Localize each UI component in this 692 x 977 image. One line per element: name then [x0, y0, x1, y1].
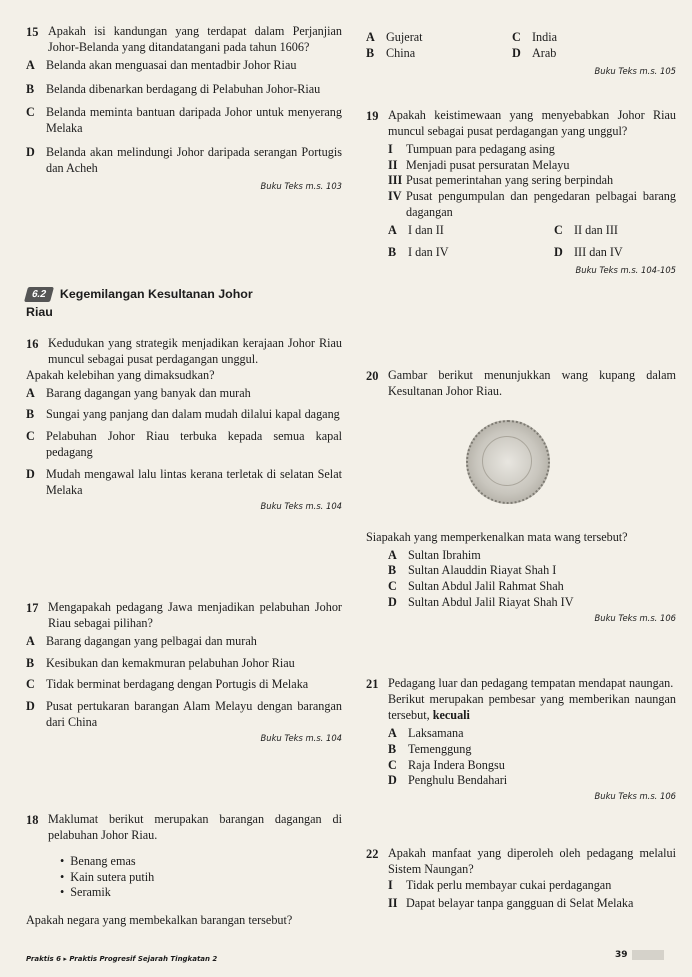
question-text: Mengapakah pedagang Jawa menjadikan pelabuhan Johor Riau sebagai pilihan? — [48, 600, 342, 630]
option-text: Laksamana — [408, 725, 464, 740]
option-text: Barang dagangan yang banyak dan murah — [46, 385, 251, 400]
option-c[interactable] — [512, 30, 632, 46]
textbook-reference: Buku Teks m.s. 106 — [594, 791, 676, 802]
option-text: Sultan Ibrahim — [408, 547, 481, 562]
statement-text: Dapat belayar tanpa gangguan di Selat Melaka — [406, 895, 634, 910]
kupang-coin-image — [466, 420, 550, 504]
question-prompt: Apakah negara yang membekalkan barangan tersebut? — [26, 913, 293, 928]
list-item: • Seramik — [60, 885, 342, 901]
option-letter: D — [26, 145, 35, 160]
statement-numeral: I — [388, 141, 393, 156]
option-b[interactable] — [26, 407, 342, 423]
option-d[interactable] — [26, 699, 342, 731]
option-text: Raja Indera Bongsu — [408, 757, 505, 772]
question-text: Apakah keistimewaan yang menyebabkan Johor Riau muncul sebagai pusat perdagangan yang unggul? — [388, 108, 676, 138]
option-text: Pusat pertukaran barangan Alam Melayu dengan barangan dari China — [46, 699, 342, 730]
option-text: Belanda akan melindungi Johor daripada serangan Portugis dan Acheh — [46, 145, 342, 176]
statement-numeral: III — [388, 173, 403, 188]
question-text: Apakah isi kandungan yang terdapat dalam Perjanjian Johor-Belanda yang ditandatangani pada tahun 1606? — [48, 24, 342, 54]
option-letter: A — [366, 30, 375, 44]
question-19 — [366, 108, 676, 276]
question-18 — [26, 812, 342, 929]
option-letter: C — [554, 223, 563, 238]
statement-text: Tumpuan para pedagang asing — [406, 141, 555, 156]
textbook-reference: Buku Teks m.s. 104 — [260, 733, 342, 744]
option-c[interactable] — [388, 579, 676, 595]
option-text: Sultan Abdul Jalil Riayat Shah IV — [408, 595, 574, 610]
option-a[interactable] — [388, 726, 676, 742]
option-text: Penghulu Bendahari — [408, 773, 508, 788]
option-a[interactable] — [26, 58, 342, 74]
page-number-bar — [632, 950, 664, 960]
option-b[interactable] — [26, 82, 342, 98]
option-text: Temenggung — [408, 741, 472, 756]
option-letter: B — [26, 655, 35, 670]
statement-text: Pusat pemerintahan yang sering berpindah — [406, 173, 614, 188]
statement-numeral: I — [388, 877, 393, 892]
option-text: Pelabuhan Johor Riau terbuka kepada semua kapal pedagang — [46, 429, 342, 460]
question-number: 18 — [26, 813, 39, 827]
statement-numeral: II — [388, 895, 398, 910]
option-letter: C — [512, 30, 521, 44]
option-letter: C — [388, 579, 397, 594]
textbook-reference: Buku Teks m.s. 104-105 — [575, 264, 676, 275]
option-d[interactable] — [512, 46, 632, 62]
option-letter: D — [388, 595, 397, 610]
option-b[interactable] — [388, 742, 676, 758]
statement-text: Menjadi pusat persuratan Melayu — [406, 157, 570, 172]
option-letter: B — [26, 81, 35, 96]
option-letter: A — [26, 633, 35, 648]
option-letter: B — [388, 244, 397, 259]
question-prompt — [388, 692, 676, 724]
option-text: III dan IV — [574, 244, 623, 259]
question-number: 17 — [26, 601, 39, 615]
option-text: Tidak berminat berdagang dengan Portugis di Melaka — [46, 677, 309, 692]
statement-1 — [388, 142, 676, 158]
option-letter: C — [26, 677, 35, 692]
question-number: 19 — [366, 109, 379, 123]
section-badge: 6.2 — [24, 287, 54, 302]
option-text: I dan II — [408, 223, 444, 238]
option-a[interactable] — [388, 548, 676, 564]
option-letter: B — [388, 741, 397, 756]
textbook-reference: Buku Teks m.s. 105 — [594, 65, 676, 76]
statement-text: Pusat pengumpulan dan pengedaran pelbagai barang dagangan — [406, 189, 676, 220]
textbook-reference: Buku Teks m.s. 103 — [260, 180, 342, 191]
option-text: Belanda dibenarkan berdagang di Pelabuhan Johor-Riau — [46, 81, 321, 96]
question-18-options — [366, 30, 676, 77]
question-text: Pedagang luar dan pedagang tempatan mendapat naungan. — [388, 676, 674, 690]
option-text: Belanda meminta bantuan daripada Johor untuk menyerang Melaka — [46, 105, 342, 136]
option-letter: D — [388, 773, 397, 788]
statement-text: Tidak perlu membayar cukai perdagangan — [406, 877, 612, 892]
option-letter: C — [26, 429, 35, 444]
question-number: 22 — [366, 847, 379, 861]
emphasis-kecuali: kecuali — [432, 707, 470, 722]
question-text: Kedudukan yang strategik menjadikan kerajaan Johor Riau muncul sebagai pusat perdagangan unggul. — [48, 336, 342, 366]
option-text: Arab — [532, 45, 557, 60]
option-d[interactable] — [26, 145, 342, 177]
question-number: 15 — [26, 25, 39, 39]
option-d[interactable] — [554, 245, 674, 261]
option-letter: A — [388, 547, 397, 562]
option-text: Sungai yang panjang dan dalam mudah dilalui kapal dagang — [46, 407, 340, 422]
question-number: 21 — [366, 677, 379, 691]
option-letter: B — [388, 563, 397, 578]
option-letter: B — [26, 407, 35, 422]
option-letter: A — [388, 725, 397, 740]
option-letter: C — [388, 757, 397, 772]
option-letter: C — [26, 105, 35, 120]
question-20 — [366, 368, 676, 624]
option-a[interactable] — [26, 386, 342, 402]
footer-book-title: Praktis 6 ▸ Praktis Progresif Sejarah Tingkatan 2 — [26, 955, 218, 963]
option-text: India — [532, 30, 558, 44]
option-letter: D — [26, 467, 35, 482]
option-a[interactable] — [388, 223, 528, 239]
question-text: Apakah manfaat yang diperoleh oleh pedagang melalui Sistem Naungan? — [388, 846, 676, 876]
question-22 — [366, 846, 676, 911]
option-text: Mudah mengawal lalu lintas kerana terletak di selatan Selat Melaka — [46, 467, 342, 497]
section-title: Kegemilangan Kesultanan Johor — [59, 287, 253, 301]
option-c[interactable] — [26, 429, 342, 461]
option-text: Gujerat — [386, 30, 423, 44]
option-letter: B — [366, 45, 375, 60]
textbook-reference: Buku Teks m.s. 104 — [260, 500, 342, 511]
textbook-reference: Buku Teks m.s. 106 — [594, 613, 676, 624]
option-letter: D — [512, 45, 521, 60]
statement-3 — [388, 173, 676, 189]
option-c[interactable] — [26, 105, 342, 137]
option-letter: A — [26, 57, 35, 72]
question-16 — [26, 336, 342, 512]
option-c[interactable] — [554, 223, 674, 239]
option-letter: A — [388, 223, 397, 238]
option-d[interactable] — [388, 773, 676, 789]
page-number: 39 — [615, 950, 628, 960]
option-text: Kesibukan dan kemakmuran pelabuhan Johor Riau — [46, 655, 295, 670]
option-d[interactable] — [26, 467, 342, 499]
option-b[interactable] — [388, 563, 676, 579]
list-item: • Kain sutera putih — [60, 870, 342, 886]
option-text: China — [386, 45, 416, 60]
question-number: 16 — [26, 337, 39, 351]
statement-2 — [388, 158, 676, 174]
section-heading — [26, 286, 342, 320]
question-17 — [26, 600, 342, 744]
statement-4 — [388, 189, 676, 221]
section-title-line2: Riau — [26, 305, 53, 320]
statement-1 — [388, 878, 676, 894]
option-b[interactable] — [366, 46, 486, 62]
question-prompt: Apakah kelebihan yang dimaksudkan? — [26, 367, 215, 382]
option-text: Barang dagangan yang pelbagai dan murah — [46, 633, 257, 648]
option-letter: A — [26, 385, 35, 400]
statement-2 — [388, 896, 676, 912]
question-text: Maklumat berikut merupakan barangan dagangan di pelabuhan Johor Riau. — [48, 812, 342, 842]
option-b[interactable] — [26, 656, 342, 672]
option-b[interactable] — [388, 245, 528, 261]
statement-numeral: IV — [388, 189, 402, 204]
question-15 — [26, 24, 342, 192]
option-letter: D — [554, 244, 563, 259]
option-a[interactable] — [366, 30, 486, 46]
option-a[interactable] — [26, 634, 342, 650]
question-number: 20 — [366, 369, 379, 383]
option-c[interactable] — [26, 677, 342, 693]
option-text: Belanda akan menguasai dan mentadbir Johor Riau — [46, 57, 297, 72]
option-text: Sultan Abdul Jalil Rahmat Shah — [408, 579, 564, 594]
question-prompt: Siapakah yang memperkenalkan mata wang tersebut? — [366, 529, 628, 544]
option-text: II dan III — [574, 223, 618, 238]
option-text: I dan IV — [408, 244, 449, 259]
option-text: Sultan Alauddin Riayat Shah I — [408, 563, 557, 578]
question-21 — [366, 676, 676, 802]
option-d[interactable] — [388, 595, 676, 611]
option-letter: D — [26, 699, 35, 714]
statement-numeral: II — [388, 157, 398, 172]
goods-list — [60, 854, 342, 902]
question-prompt-text: Berikut merupakan pembesar yang memberikan naungan tersebut, — [388, 692, 676, 722]
question-text: Gambar berikut menunjukkan wang kupang dalam Kesultanan Johor Riau. — [388, 368, 676, 398]
list-item: • Benang emas — [60, 854, 342, 870]
option-c[interactable] — [388, 758, 676, 774]
